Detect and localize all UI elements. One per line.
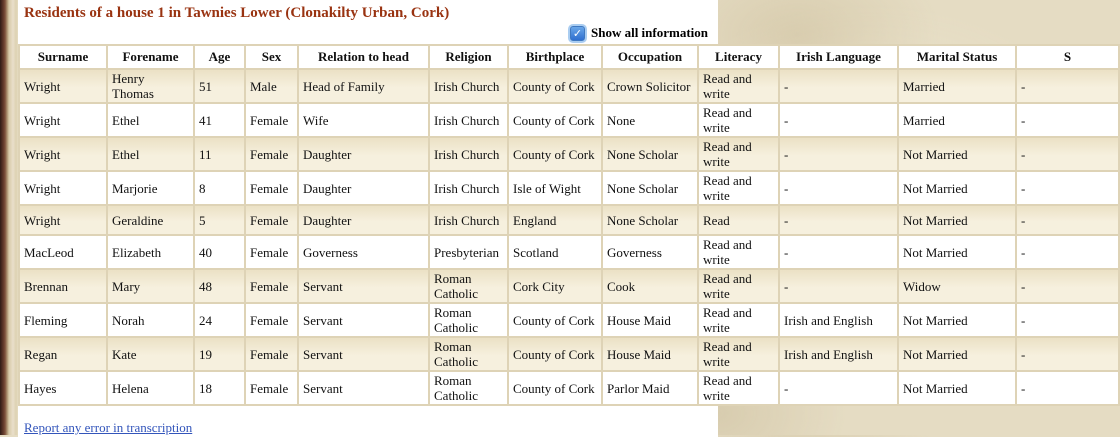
cell-marital-status: Not Married — [899, 236, 1015, 268]
cell-forename: Marjorie — [108, 172, 193, 204]
cell-birthplace: County of Cork — [509, 138, 601, 170]
cell-relation-to-head: Wife — [299, 104, 428, 136]
cell-religion: Roman Catholic — [430, 304, 507, 336]
header-row — [20, 46, 1118, 68]
report-error-link[interactable]: Report any error in transcription — [24, 420, 193, 435]
cell-age: 18 — [195, 372, 244, 404]
cell-age: 24 — [195, 304, 244, 336]
cell-surname: Regan — [20, 338, 106, 370]
cell-relation-to-head: Daughter — [299, 138, 428, 170]
cell-religion: Irish Church — [430, 138, 507, 170]
cell-birthplace: County of Cork — [509, 338, 601, 370]
cell-religion: Irish Church — [430, 70, 507, 102]
cell-literacy: Read — [699, 206, 778, 234]
cell-relation-to-head: Servant — [299, 304, 428, 336]
cell-sex: Female — [246, 138, 297, 170]
column-header-religion: Religion — [430, 46, 507, 68]
content-panel — [18, 0, 1072, 437]
cell-irish-language: - — [780, 206, 897, 234]
cell-irish-language: - — [780, 70, 897, 102]
cell-marital-status: Not Married — [899, 172, 1015, 204]
cell-sex: Female — [246, 304, 297, 336]
cell-occupation: Parlor Maid — [603, 372, 697, 404]
book-spine-decoration — [0, 0, 18, 435]
table-row — [20, 138, 1118, 170]
cell-age: 40 — [195, 236, 244, 268]
cell-occupation: None Scholar — [603, 138, 697, 170]
cell-irish-language: - — [780, 270, 897, 302]
page-title: Residents of a house 1 in Tawnies Lower (Clonakilty Urban, Cork) — [24, 5, 450, 21]
cell-religion: Irish Church — [430, 206, 507, 234]
cell-birthplace: County of Cork — [509, 104, 601, 136]
cell-sex: Male — [246, 70, 297, 102]
column-header-s: S — [1017, 46, 1118, 68]
cell-literacy: Read and write — [699, 270, 778, 302]
table-row — [20, 70, 1118, 102]
cell-surname: MacLeod — [20, 236, 106, 268]
cell-relation-to-head: Servant — [299, 372, 428, 404]
cell-surname: Brennan — [20, 270, 106, 302]
table-header — [20, 46, 1118, 68]
show-all-checkbox[interactable] — [570, 26, 585, 41]
cell-age: 11 — [195, 138, 244, 170]
cell-occupation: None Scholar — [603, 172, 697, 204]
cell-irish-language: - — [780, 138, 897, 170]
cell-literacy: Read and write — [699, 304, 778, 336]
cell-relation-to-head: Head of Family — [299, 70, 428, 102]
cell-forename: Ethel — [108, 138, 193, 170]
cell-relation-to-head: Daughter — [299, 206, 428, 234]
cell-literacy: Read and write — [699, 104, 778, 136]
cell-s: - — [1017, 236, 1118, 268]
show-all-row — [18, 22, 718, 43]
cell-sex: Female — [246, 206, 297, 234]
column-header-age: Age — [195, 46, 244, 68]
cell-sex: Female — [246, 236, 297, 268]
column-header-sex: Sex — [246, 46, 297, 68]
cell-religion: Irish Church — [430, 172, 507, 204]
cell-birthplace: County of Cork — [509, 372, 601, 404]
cell-relation-to-head: Servant — [299, 270, 428, 302]
cell-s: - — [1017, 104, 1118, 136]
cell-s: - — [1017, 372, 1118, 404]
cell-irish-language: Irish and English — [780, 304, 897, 336]
column-header-surname: Surname — [20, 46, 106, 68]
cell-literacy: Read and write — [699, 236, 778, 268]
cell-birthplace: Isle of Wight — [509, 172, 601, 204]
cell-occupation: Cook — [603, 270, 697, 302]
cell-literacy: Read and write — [699, 138, 778, 170]
cell-marital-status: Married — [899, 104, 1015, 136]
cell-sex: Female — [246, 270, 297, 302]
cell-relation-to-head: Daughter — [299, 172, 428, 204]
table-row — [20, 338, 1118, 370]
cell-surname: Wright — [20, 70, 106, 102]
table-body — [20, 70, 1118, 404]
cell-marital-status: Not Married — [899, 206, 1015, 234]
cell-surname: Wright — [20, 172, 106, 204]
cell-marital-status: Married — [899, 70, 1015, 102]
cell-s: - — [1017, 206, 1118, 234]
cell-relation-to-head: Servant — [299, 338, 428, 370]
column-header-marital-status: Marital Status — [899, 46, 1015, 68]
cell-forename: Mary — [108, 270, 193, 302]
cell-irish-language: - — [780, 172, 897, 204]
cell-forename: Helena — [108, 372, 193, 404]
cell-occupation: House Maid — [603, 304, 697, 336]
cell-religion: Roman Catholic — [430, 270, 507, 302]
cell-occupation: Governess — [603, 236, 697, 268]
cell-occupation: None Scholar — [603, 206, 697, 234]
cell-marital-status: Not Married — [899, 304, 1015, 336]
cell-sex: Female — [246, 172, 297, 204]
cell-forename: Elizabeth — [108, 236, 193, 268]
table-row — [20, 172, 1118, 204]
table-row — [20, 372, 1118, 404]
cell-forename: Kate — [108, 338, 193, 370]
cell-marital-status: Widow — [899, 270, 1015, 302]
show-all-label: Show all information — [590, 25, 708, 40]
column-header-occupation: Occupation — [603, 46, 697, 68]
cell-religion: Roman Catholic — [430, 372, 507, 404]
cell-birthplace: County of Cork — [509, 70, 601, 102]
cell-sex: Female — [246, 104, 297, 136]
checkmark-icon: ✓ — [572, 26, 583, 40]
cell-occupation: Crown Solicitor — [603, 70, 697, 102]
cell-religion: Presbyterian — [430, 236, 507, 268]
cell-sex: Female — [246, 372, 297, 404]
column-header-literacy: Literacy — [699, 46, 778, 68]
cell-literacy: Read and write — [699, 172, 778, 204]
cell-irish-language: Irish and English — [780, 338, 897, 370]
cell-age: 8 — [195, 172, 244, 204]
table-row — [20, 236, 1118, 268]
cell-surname: Hayes — [20, 372, 106, 404]
cell-literacy: Read and write — [699, 372, 778, 404]
cell-marital-status: Not Married — [899, 138, 1015, 170]
cell-s: - — [1017, 304, 1118, 336]
table-row — [20, 104, 1118, 136]
cell-age: 19 — [195, 338, 244, 370]
cell-s: - — [1017, 270, 1118, 302]
table-row — [20, 206, 1118, 234]
cell-age: 5 — [195, 206, 244, 234]
cell-irish-language: - — [780, 236, 897, 268]
table-row — [20, 304, 1118, 336]
cell-birthplace: England — [509, 206, 601, 234]
cell-occupation: House Maid — [603, 338, 697, 370]
cell-relation-to-head: Governess — [299, 236, 428, 268]
column-header-relation-to-head: Relation to head — [299, 46, 428, 68]
cell-literacy: Read and write — [699, 338, 778, 370]
cell-surname: Fleming — [20, 304, 106, 336]
cell-forename: Norah — [108, 304, 193, 336]
table-row — [20, 270, 1118, 302]
cell-birthplace: Scotland — [509, 236, 601, 268]
cell-religion: Roman Catholic — [430, 338, 507, 370]
cell-forename: Ethel — [108, 104, 193, 136]
cell-age: 41 — [195, 104, 244, 136]
cell-s: - — [1017, 172, 1118, 204]
column-header-birthplace: Birthplace — [509, 46, 601, 68]
cell-surname: Wright — [20, 138, 106, 170]
cell-irish-language: - — [780, 104, 897, 136]
cell-religion: Irish Church — [430, 104, 507, 136]
column-header-irish-language: Irish Language — [780, 46, 897, 68]
cell-occupation: None — [603, 104, 697, 136]
cell-surname: Wright — [20, 206, 106, 234]
cell-irish-language: - — [780, 372, 897, 404]
column-header-forename: Forename — [108, 46, 193, 68]
cell-marital-status: Not Married — [899, 372, 1015, 404]
cell-sex: Female — [246, 338, 297, 370]
cell-age: 51 — [195, 70, 244, 102]
cell-literacy: Read and write — [699, 70, 778, 102]
residents-table — [18, 44, 1120, 406]
cell-forename: Henry Thomas — [108, 70, 193, 102]
cell-forename: Geraldine — [108, 206, 193, 234]
cell-birthplace: Cork City — [509, 270, 601, 302]
cell-s: - — [1017, 338, 1118, 370]
cell-age: 48 — [195, 270, 244, 302]
cell-surname: Wright — [20, 104, 106, 136]
cell-marital-status: Not Married — [899, 338, 1015, 370]
cell-s: - — [1017, 70, 1118, 102]
cell-s: - — [1017, 138, 1118, 170]
cell-birthplace: County of Cork — [509, 304, 601, 336]
